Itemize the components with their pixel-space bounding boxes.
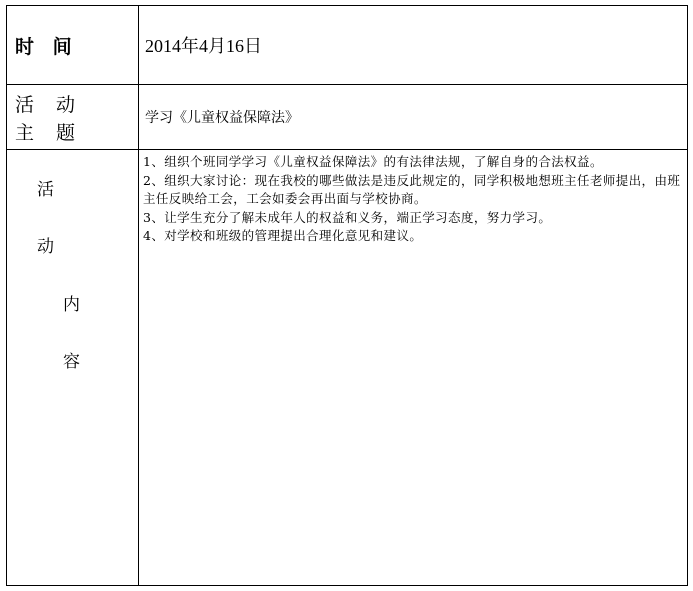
content-row — [7, 150, 688, 586]
activity-record-table — [6, 5, 688, 586]
topic-value: 学习《儿童权益保障法》 — [139, 85, 688, 150]
content-item-3: 3、让学生充分了解未成年人的权益和义务，端正学习态度，努力学习。 — [143, 209, 552, 225]
time-value: 2014年4月16日 — [139, 6, 688, 85]
content-label — [7, 150, 139, 586]
topic-label — [7, 85, 139, 150]
content-item-4: 4、对学校和班级的管理提出合理化意见和建议。 — [143, 228, 423, 243]
topic-label-line2: 主 题 — [15, 122, 84, 144]
content-item-2: 2、组织大家讨论：现在我校的哪些做法是违反此规定的，同学积极地想班主任老师提出，由班主任反映给工会，工会如委会再出面与学校协商。 — [143, 172, 681, 206]
content-label-char-3: 内 — [63, 295, 80, 315]
topic-label-line1: 活 动 — [15, 94, 84, 116]
content-label-char-2: 动 — [37, 237, 54, 257]
content-label-char-4: 容 — [63, 352, 80, 372]
topic-row — [7, 85, 688, 150]
time-row — [7, 6, 688, 85]
content-label-char-1: 活 — [37, 180, 54, 200]
content-value — [139, 150, 688, 586]
time-label: 时 间 — [7, 6, 139, 85]
content-item-1: 1、组织个班同学学习《儿童权益保障法》的有法律法规，了解自身的合法权益。 — [143, 154, 603, 169]
